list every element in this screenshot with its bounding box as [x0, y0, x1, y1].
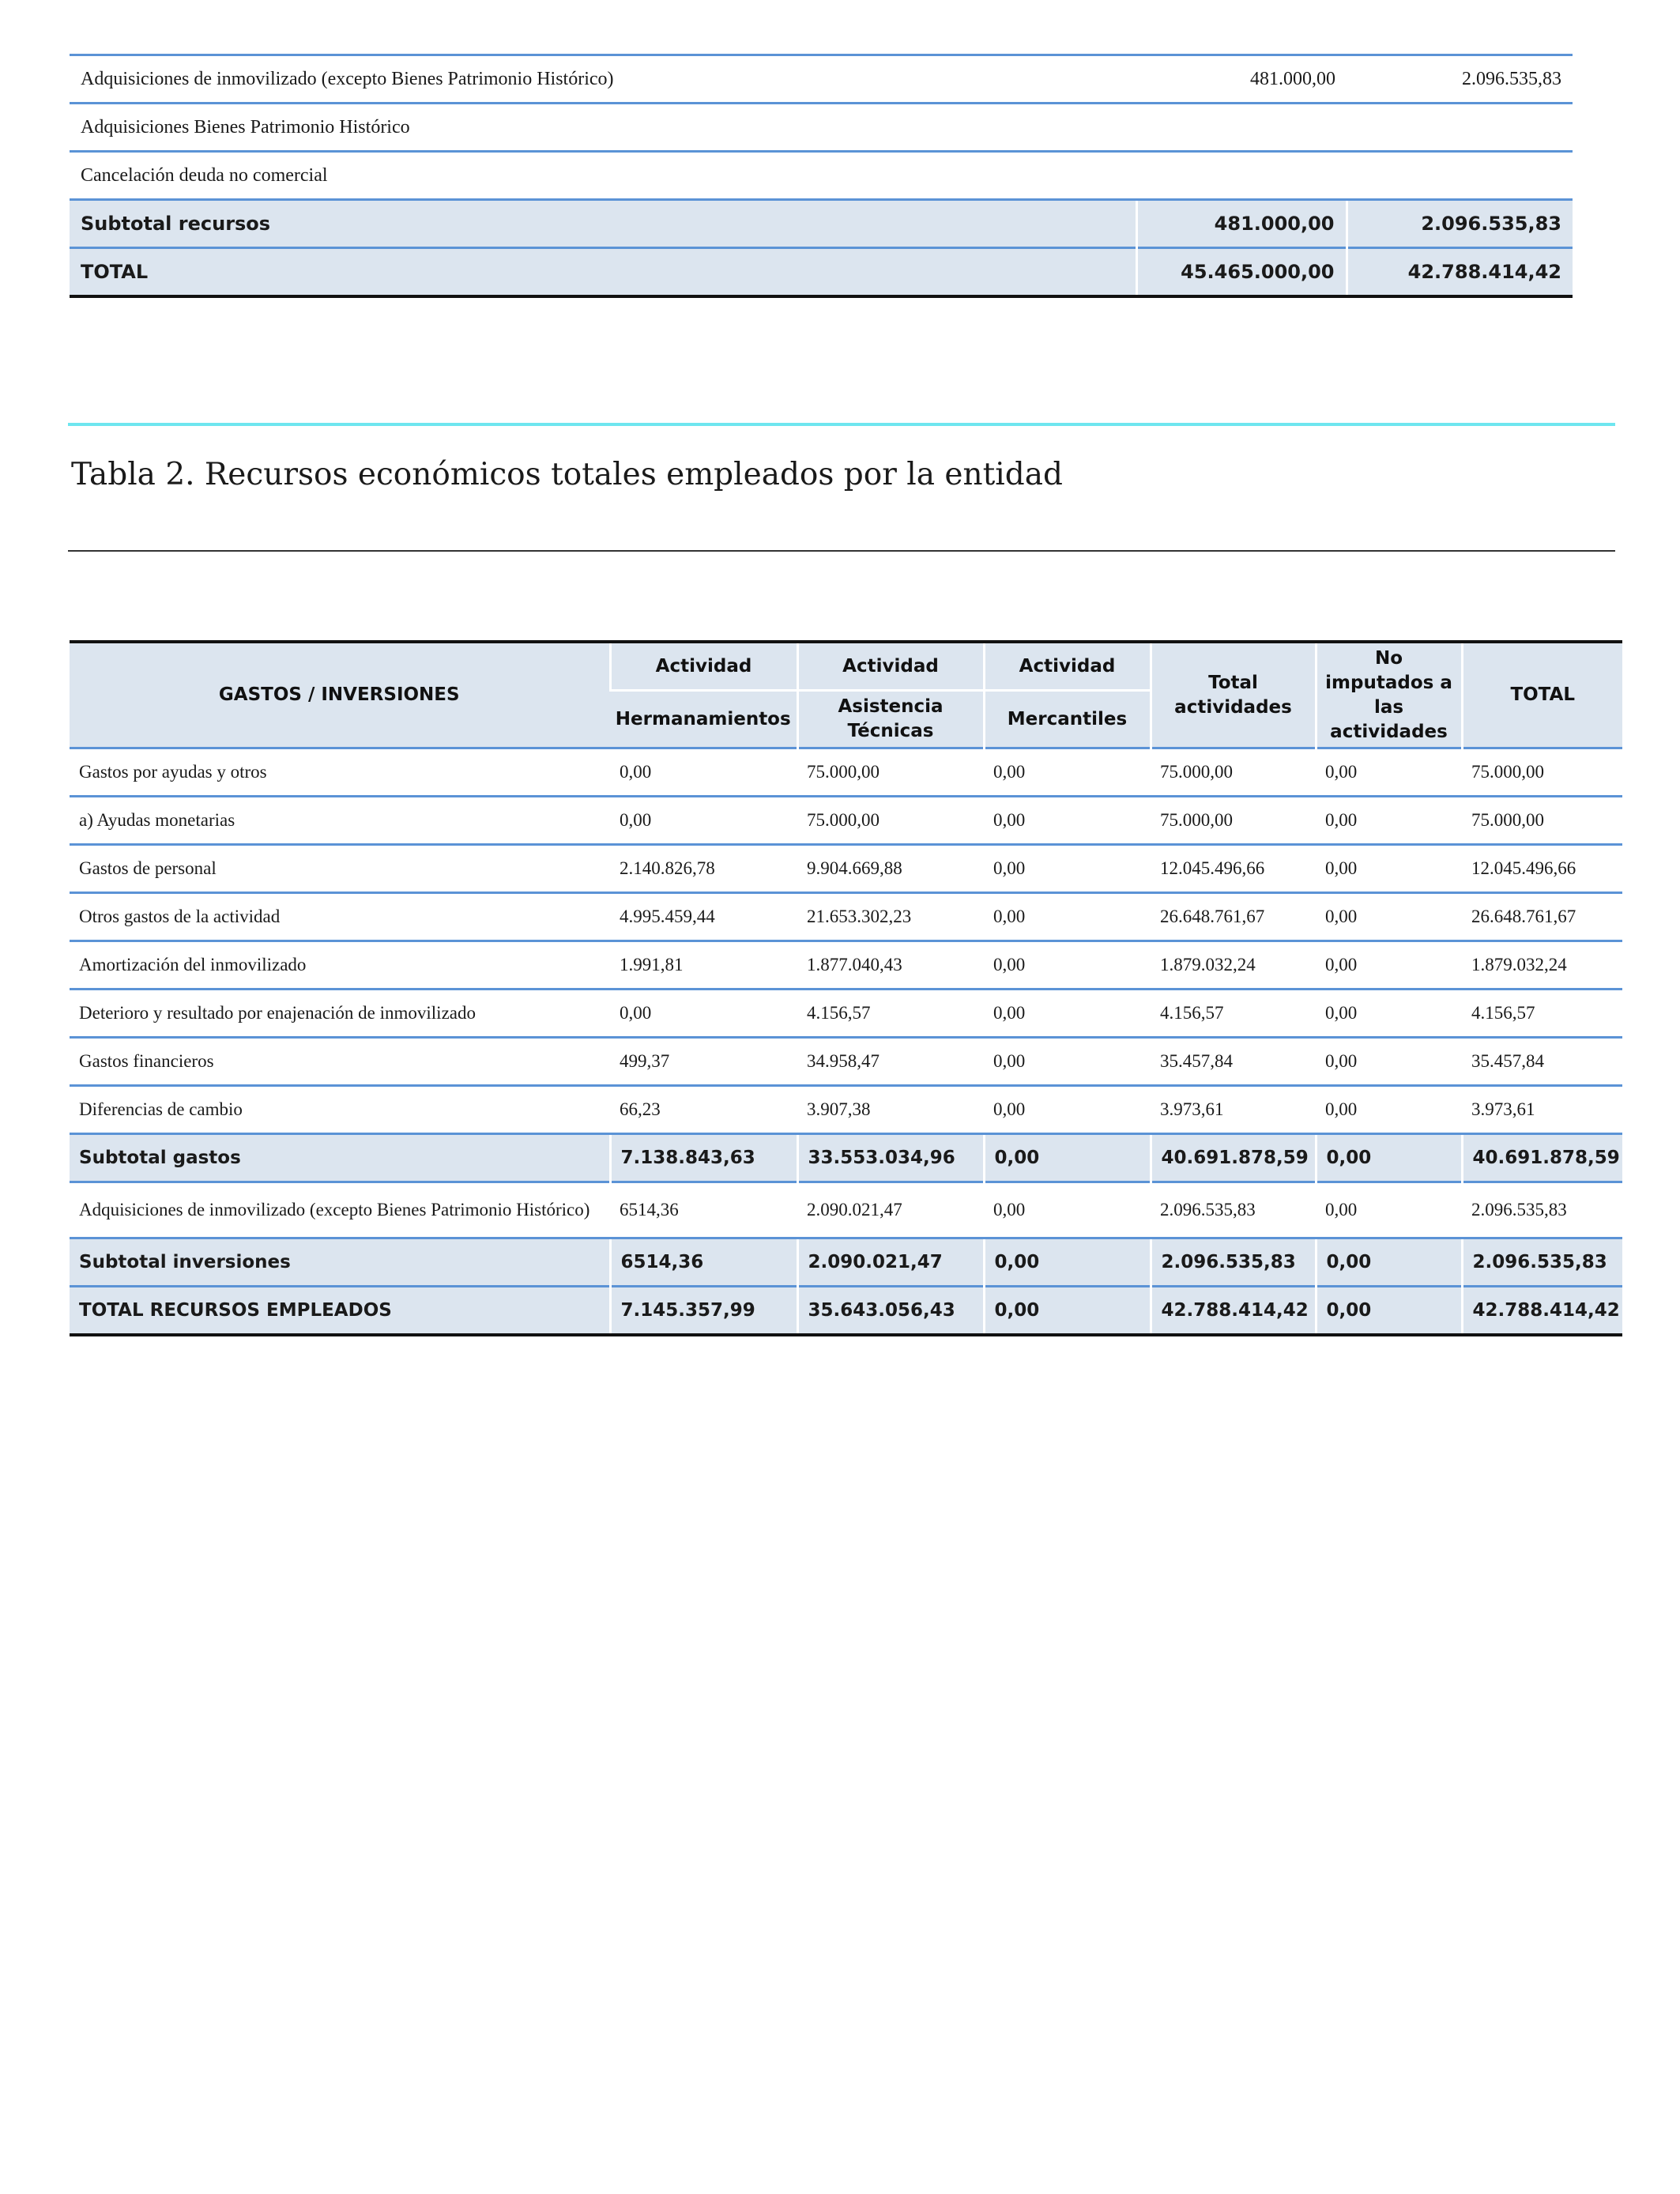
cell-act1: 6514,36	[610, 1238, 797, 1287]
row-previsto	[1136, 152, 1347, 200]
row-concept: Subtotal inversiones	[70, 1238, 610, 1287]
cell-act3: 0,00	[984, 797, 1151, 845]
row-concept: Gastos por ayudas y otros	[70, 748, 610, 797]
row-concept: Gastos de personal	[70, 845, 610, 893]
table-row	[70, 55, 1573, 104]
header-act3-bottom: Mercantiles	[984, 691, 1151, 748]
cell-act1: 7.145.357,99	[610, 1287, 797, 1336]
cell-total: 35.457,84	[1462, 1038, 1622, 1086]
cell-total-actividades: 35.457,84	[1151, 1038, 1316, 1086]
row-previsto: 481.000,00	[1136, 55, 1347, 104]
row-concept: Adquisiciones Bienes Patrimonio Histórico	[70, 104, 1136, 152]
cell-act2: 4.156,57	[797, 990, 984, 1038]
cell-total: 40.691.878,59	[1462, 1134, 1622, 1182]
table-row	[70, 941, 1622, 990]
cell-total-actividades: 42.788.414,42	[1151, 1287, 1316, 1336]
cell-act1: 0,00	[610, 990, 797, 1038]
cell-act1: 66,23	[610, 1086, 797, 1134]
cell-total: 2.096.535,83	[1462, 1238, 1622, 1287]
cell-total: 1.879.032,24	[1462, 941, 1622, 990]
header-act2-bottom: Asistencia Técnicas	[797, 691, 984, 748]
cell-act3: 0,00	[984, 748, 1151, 797]
cell-no-imputados: 0,00	[1316, 1134, 1462, 1182]
table-row	[70, 104, 1573, 152]
cell-act1: 0,00	[610, 748, 797, 797]
cell-total: 4.156,57	[1462, 990, 1622, 1038]
row-realizado	[1347, 104, 1573, 152]
table-row	[70, 1086, 1622, 1134]
cell-act1: 6514,36	[610, 1182, 797, 1238]
cell-act1: 4.995.459,44	[610, 893, 797, 941]
cell-act2: 75.000,00	[797, 748, 984, 797]
table-row	[70, 797, 1622, 845]
cell-total-actividades: 40.691.878,59	[1151, 1134, 1316, 1182]
cell-total-actividades: 2.096.535,83	[1151, 1182, 1316, 1238]
total-row	[70, 248, 1573, 297]
cell-act2: 9.904.669,88	[797, 845, 984, 893]
cell-act3: 0,00	[984, 1134, 1151, 1182]
cell-total: 2.096.535,83	[1462, 1182, 1622, 1238]
subtotal-gastos-row	[70, 1134, 1622, 1182]
row-concept: Cancelación deuda no comercial	[70, 152, 1136, 200]
cell-act1: 2.140.826,78	[610, 845, 797, 893]
row-previsto	[1136, 104, 1347, 152]
cell-no-imputados: 0,00	[1316, 1287, 1462, 1336]
cell-no-imputados: 0,00	[1316, 1238, 1462, 1287]
cell-act2: 33.553.034,96	[797, 1134, 984, 1182]
row-concept: TOTAL	[70, 248, 1136, 297]
section-heading: Tabla 2. Recursos económicos totales empleados por la entidad	[71, 457, 1063, 492]
row-concept: Adquisiciones de inmovilizado (excepto Bienes Patrimonio Histórico)	[70, 55, 1136, 104]
row-previsto: 45.465.000,00	[1136, 248, 1347, 297]
row-realizado: 2.096.535,83	[1347, 200, 1573, 248]
table-row	[70, 845, 1622, 893]
cell-no-imputados: 0,00	[1316, 893, 1462, 941]
cell-total-actividades: 3.973,61	[1151, 1086, 1316, 1134]
row-concept: Diferencias de cambio	[70, 1086, 610, 1134]
table-row	[70, 893, 1622, 941]
cell-total: 26.648.761,67	[1462, 893, 1622, 941]
cell-act3: 0,00	[984, 1038, 1151, 1086]
cell-no-imputados: 0,00	[1316, 1086, 1462, 1134]
cell-total: 12.045.496,66	[1462, 845, 1622, 893]
recursos-table	[70, 54, 1573, 298]
cell-total-actividades: 75.000,00	[1151, 797, 1316, 845]
cell-act3: 0,00	[984, 1287, 1151, 1336]
cell-act3: 0,00	[984, 893, 1151, 941]
cell-no-imputados: 0,00	[1316, 1038, 1462, 1086]
section-bottom-rule	[68, 550, 1615, 552]
cell-total-actividades: 75.000,00	[1151, 748, 1316, 797]
cell-total: 3.973,61	[1462, 1086, 1622, 1134]
header-row	[70, 642, 1622, 691]
row-concept: Otros gastos de la actividad	[70, 893, 610, 941]
header-total-actividades: Total actividades	[1151, 642, 1316, 748]
cell-total-actividades: 4.156,57	[1151, 990, 1316, 1038]
recursos-empleados-table	[70, 640, 1622, 1336]
cell-act3: 0,00	[984, 1086, 1151, 1134]
cell-no-imputados: 0,00	[1316, 748, 1462, 797]
cell-act3: 0,00	[984, 990, 1151, 1038]
row-realizado	[1347, 152, 1573, 200]
row-previsto: 481.000,00	[1136, 200, 1347, 248]
cell-act1: 499,37	[610, 1038, 797, 1086]
cell-act3: 0,00	[984, 941, 1151, 990]
cell-act2: 75.000,00	[797, 797, 984, 845]
total-recursos-row	[70, 1287, 1622, 1336]
cell-act1: 0,00	[610, 797, 797, 845]
row-concept: Adquisiciones de inmovilizado (excepto Bienes Patrimonio Histórico)	[70, 1182, 610, 1238]
cell-act2: 1.877.040,43	[797, 941, 984, 990]
row-concept: Gastos financieros	[70, 1038, 610, 1086]
row-concept: TOTAL RECURSOS EMPLEADOS	[70, 1287, 610, 1336]
cell-act2: 35.643.056,43	[797, 1287, 984, 1336]
cell-act3: 0,00	[984, 1182, 1151, 1238]
cell-total: 75.000,00	[1462, 748, 1622, 797]
header-act3-top: Actividad	[984, 642, 1151, 691]
cell-no-imputados: 0,00	[1316, 845, 1462, 893]
cell-act2: 3.907,38	[797, 1086, 984, 1134]
header-concept: GASTOS / INVERSIONES	[70, 642, 610, 748]
cell-act2: 21.653.302,23	[797, 893, 984, 941]
subtotal-row	[70, 200, 1573, 248]
row-concept: Amortización del inmovilizado	[70, 941, 610, 990]
cell-no-imputados: 0,00	[1316, 1182, 1462, 1238]
cell-no-imputados: 0,00	[1316, 797, 1462, 845]
cell-act2: 2.090.021,47	[797, 1238, 984, 1287]
cell-no-imputados: 0,00	[1316, 941, 1462, 990]
cell-act1: 1.991,81	[610, 941, 797, 990]
table-row	[70, 1038, 1622, 1086]
row-realizado: 42.788.414,42	[1347, 248, 1573, 297]
subtotal-inversiones-row	[70, 1238, 1622, 1287]
header-act1-top: Actividad	[610, 642, 797, 691]
cell-act3: 0,00	[984, 1238, 1151, 1287]
row-concept: Deterioro y resultado por enajenación de inmovilizado	[70, 990, 610, 1038]
section-top-rule	[68, 423, 1615, 426]
cell-act2: 34.958,47	[797, 1038, 984, 1086]
cell-act3: 0,00	[984, 845, 1151, 893]
header-act1-bottom: Hermanamientos	[610, 691, 797, 748]
cell-total: 42.788.414,42	[1462, 1287, 1622, 1336]
cell-act2: 2.090.021,47	[797, 1182, 984, 1238]
cell-no-imputados: 0,00	[1316, 990, 1462, 1038]
header-no-imputados: No imputados a las actividades	[1316, 642, 1462, 748]
table-row	[70, 748, 1622, 797]
cell-total-actividades: 2.096.535,83	[1151, 1238, 1316, 1287]
row-concept: Subtotal recursos	[70, 200, 1136, 248]
table-row	[70, 1182, 1622, 1238]
cell-total-actividades: 26.648.761,67	[1151, 893, 1316, 941]
table-row	[70, 152, 1573, 200]
row-concept: Subtotal gastos	[70, 1134, 610, 1182]
cell-total-actividades: 12.045.496,66	[1151, 845, 1316, 893]
cell-total: 75.000,00	[1462, 797, 1622, 845]
header-total: TOTAL	[1462, 642, 1622, 748]
header-act2-top: Actividad	[797, 642, 984, 691]
cell-total-actividades: 1.879.032,24	[1151, 941, 1316, 990]
row-concept: a) Ayudas monetarias	[70, 797, 610, 845]
row-realizado: 2.096.535,83	[1347, 55, 1573, 104]
cell-act1: 7.138.843,63	[610, 1134, 797, 1182]
table-row	[70, 990, 1622, 1038]
